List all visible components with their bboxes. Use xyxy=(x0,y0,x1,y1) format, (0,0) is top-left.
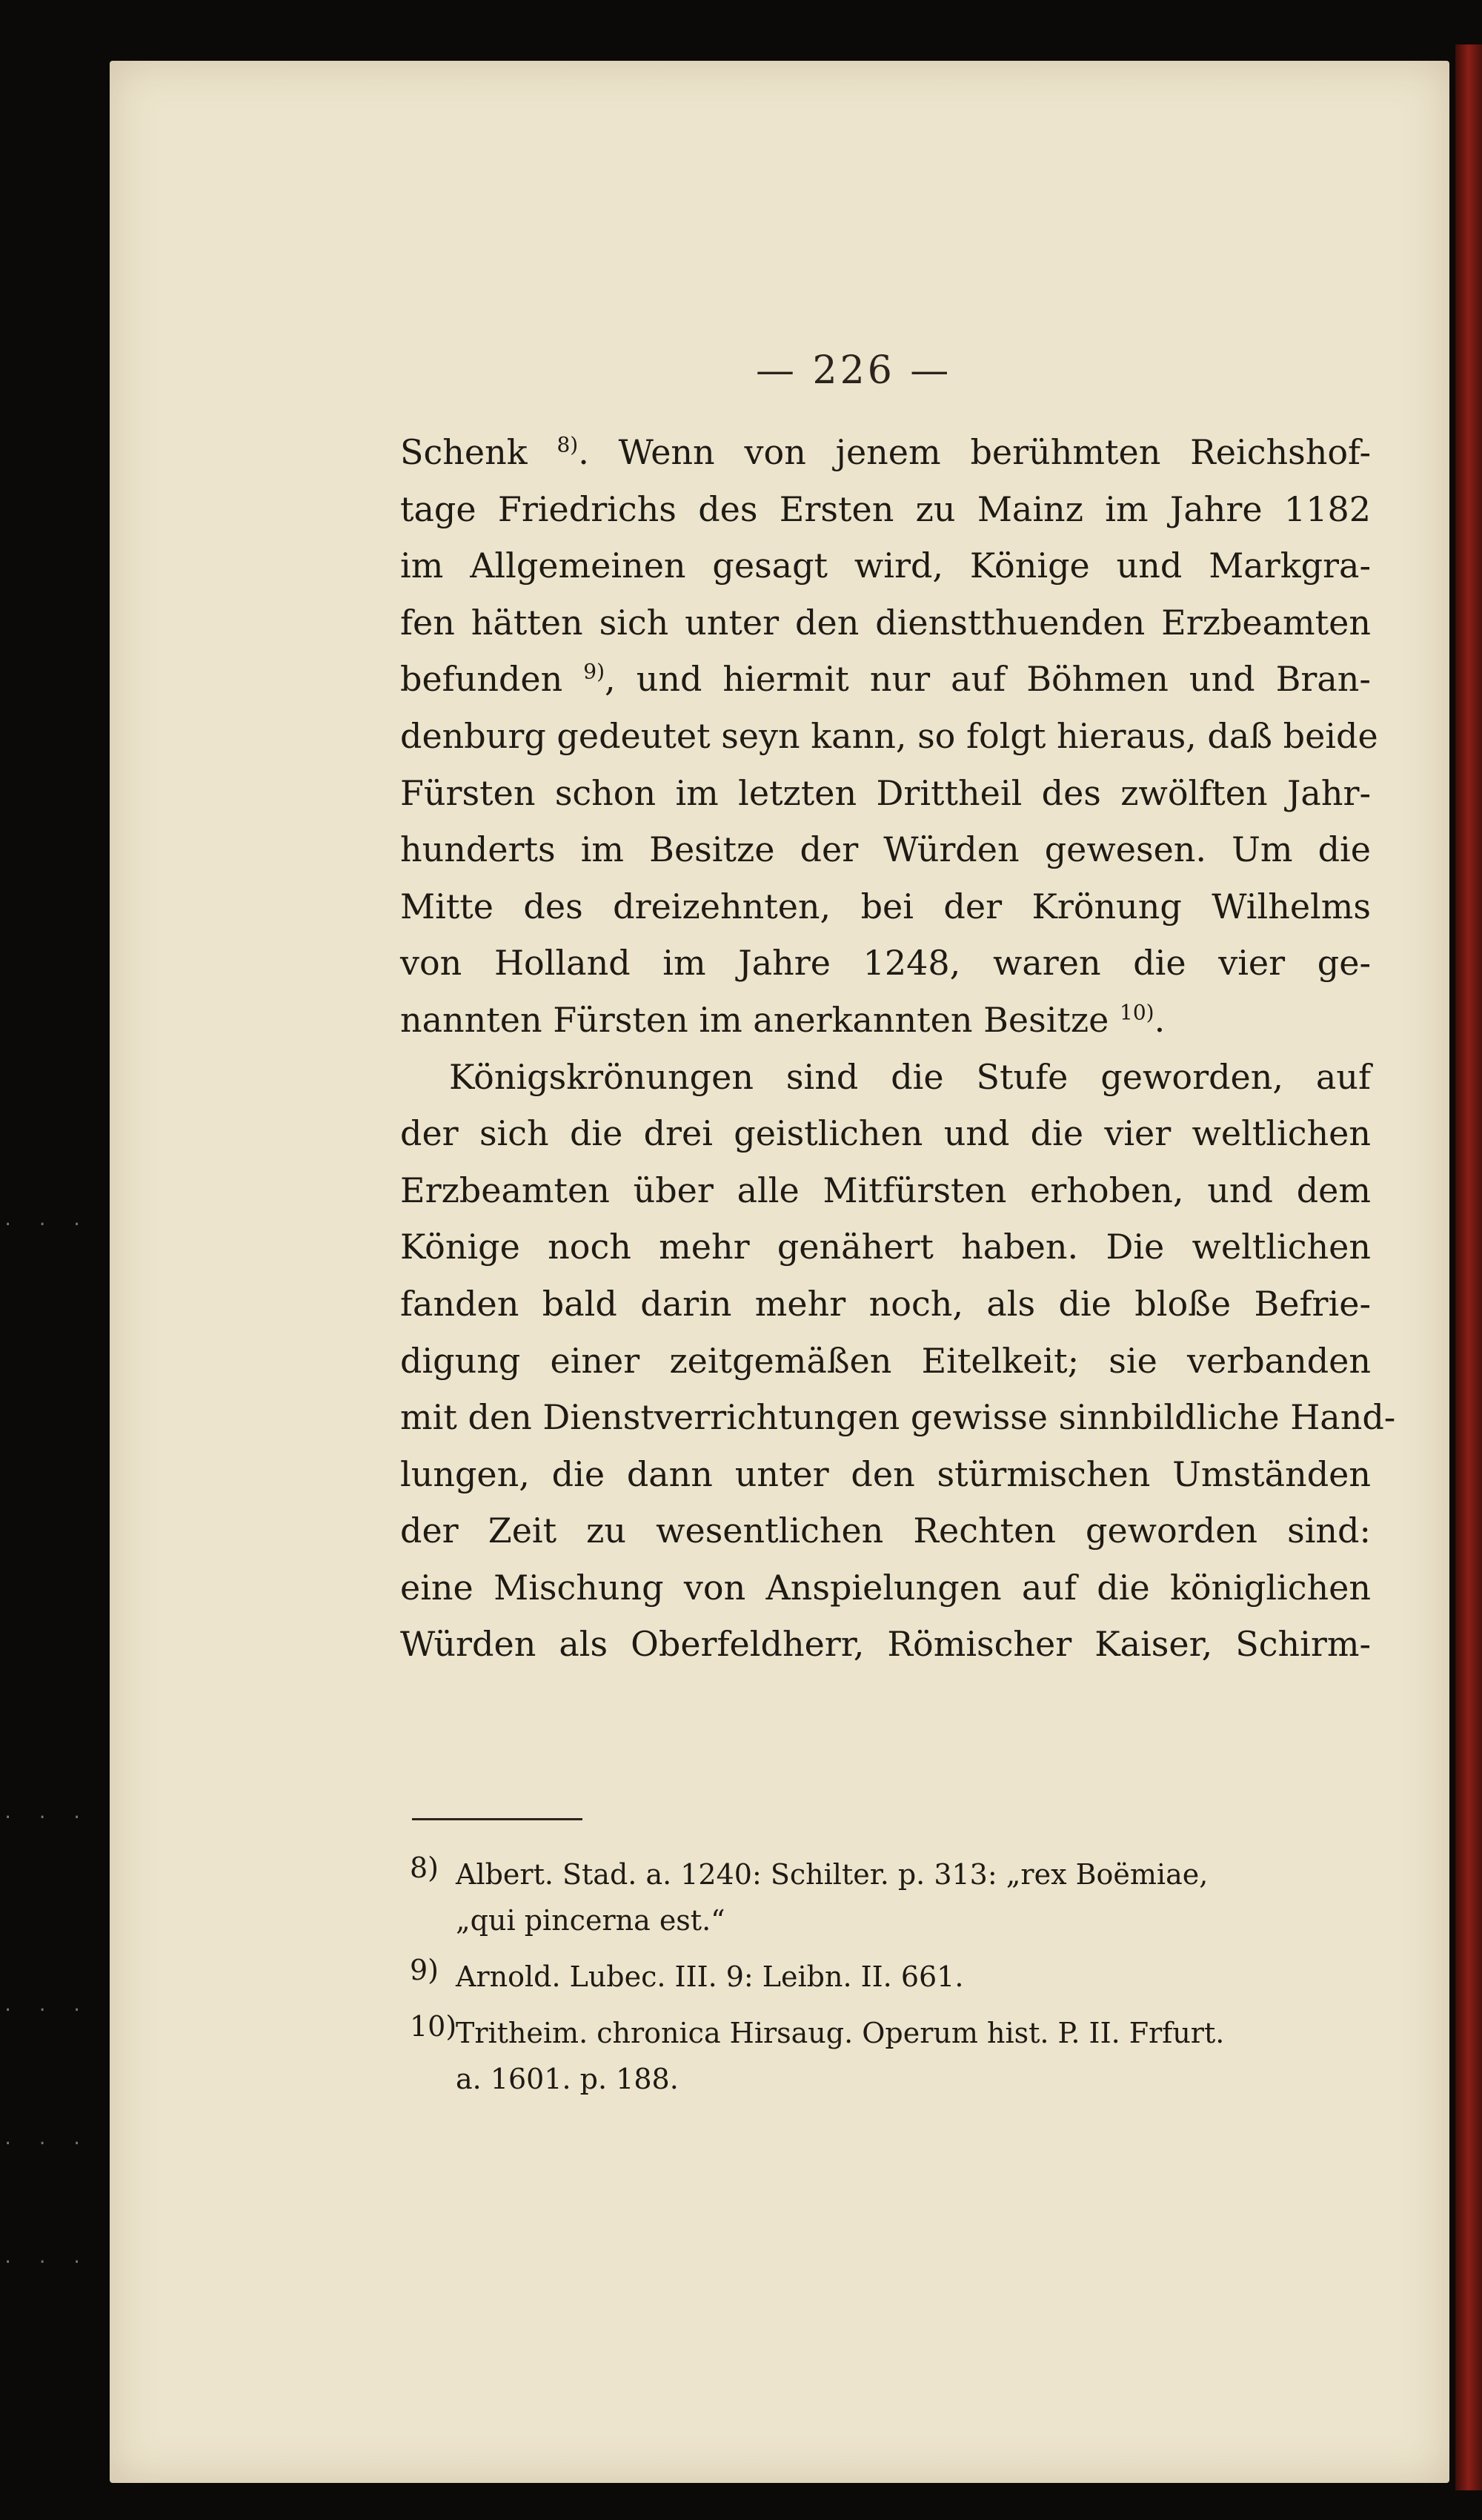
footnote-number: 10) xyxy=(410,2010,457,2043)
text-line: denburg gedeutet seyn kann, so folgt hieraus, daß beide xyxy=(400,715,1378,756)
footnote-number: 9) xyxy=(410,1954,439,1986)
edge-speckle: · · · xyxy=(3,1808,90,1827)
text-line: Königskrönungen sind die Stufe geworden, auf xyxy=(449,1056,1371,1097)
edge-speckle: · · · xyxy=(3,1216,90,1234)
text-line: fen hätten sich unter den dienstthuenden Erzbeamten xyxy=(400,602,1371,643)
edge-speckle: · · · xyxy=(3,2253,90,2272)
footnote-gap xyxy=(456,1943,1375,1954)
footnotes xyxy=(410,1851,1375,2102)
book-edge xyxy=(1455,44,1482,2490)
footnote-gap xyxy=(456,2000,1375,2010)
footnote-8 xyxy=(410,1851,1375,1943)
footnote-9 xyxy=(410,1954,1375,2000)
footnote-number: 8) xyxy=(410,1851,439,1884)
text-line: Könige noch mehr genähert haben. Die weltlichen xyxy=(400,1227,1371,1267)
text-line: eine Mischung von Anspielungen auf die königlichen xyxy=(400,1567,1371,1608)
text-line: lungen, die dann unter den stürmischen Umständen xyxy=(400,1453,1371,1494)
body-text xyxy=(400,424,1396,1673)
edge-speckle: · · · xyxy=(3,2001,90,2020)
text-line: der Zeit zu wesentlichen Rechten geworden sind: xyxy=(400,1511,1371,1551)
footnote-line: Tritheim. chronica Hirsaug. Operum hist. P. II. Frfurt. xyxy=(456,2017,1225,2049)
text-line: im Allgemeinen gesagt wird, Könige und Markgra- xyxy=(400,546,1371,586)
text-line: fanden bald darin mehr noch, als die bloße Befrie- xyxy=(400,1283,1371,1324)
text-line: hunderts im Besitze der Würden gewesen. Um die xyxy=(400,829,1371,870)
text-line: nannten Fürsten im anerkannten Besitze $^{10)}$. xyxy=(400,999,1166,1040)
text-line: mit den Dienstverrichtungen gewisse sinnbildliche Hand- xyxy=(400,1397,1396,1438)
text-line: Würden als Oberfeldherr, Römischer Kaiser, Schirm- xyxy=(400,1624,1371,1665)
text-line: Erzbeamten über alle Mitfürsten erhoben, und dem xyxy=(400,1170,1371,1210)
footnote-line: Albert. Stad. a. 1240: Schilter. p. 313: „rex Boëmiae, xyxy=(456,1858,1209,1891)
text-line: Fürsten schon im letzten Drittheil des zwölften Jahr- xyxy=(400,772,1371,813)
footnote-line: a. 1601. p. 188. xyxy=(456,2063,679,2095)
footnote-separator xyxy=(412,1818,582,1820)
footnote-10 xyxy=(410,2010,1375,2102)
footnote-line: Arnold. Lubec. III. 9: Leibn. II. 661. xyxy=(456,1960,964,1993)
edge-speckle: · · · xyxy=(3,2135,90,2153)
text-line: Schenk $^{8)}$. Wenn von jenem berühmten Reichshof- xyxy=(400,432,1371,472)
text-line: tage Friedrichs des Ersten zu Mainz im Jahre 1182 xyxy=(400,488,1371,529)
text-line: befunden $^{9)}$, und hiermit nur auf Böhmen und Bran- xyxy=(400,659,1371,700)
text-line: Mitte des dreizehnten, bei der Krönung Wilhelms xyxy=(400,886,1371,926)
page-number-header: — 226 — xyxy=(756,348,952,393)
text-line: der sich die drei geistlichen und die vier weltlichen xyxy=(400,1113,1371,1154)
text-line: von Holland im Jahre 1248, waren die vier ge- xyxy=(400,943,1371,984)
text-line: digung einer zeitgemäßen Eitelkeit; sie verbanden xyxy=(400,1340,1371,1381)
footnote-line: „qui pincerna est.“ xyxy=(456,1904,725,1937)
